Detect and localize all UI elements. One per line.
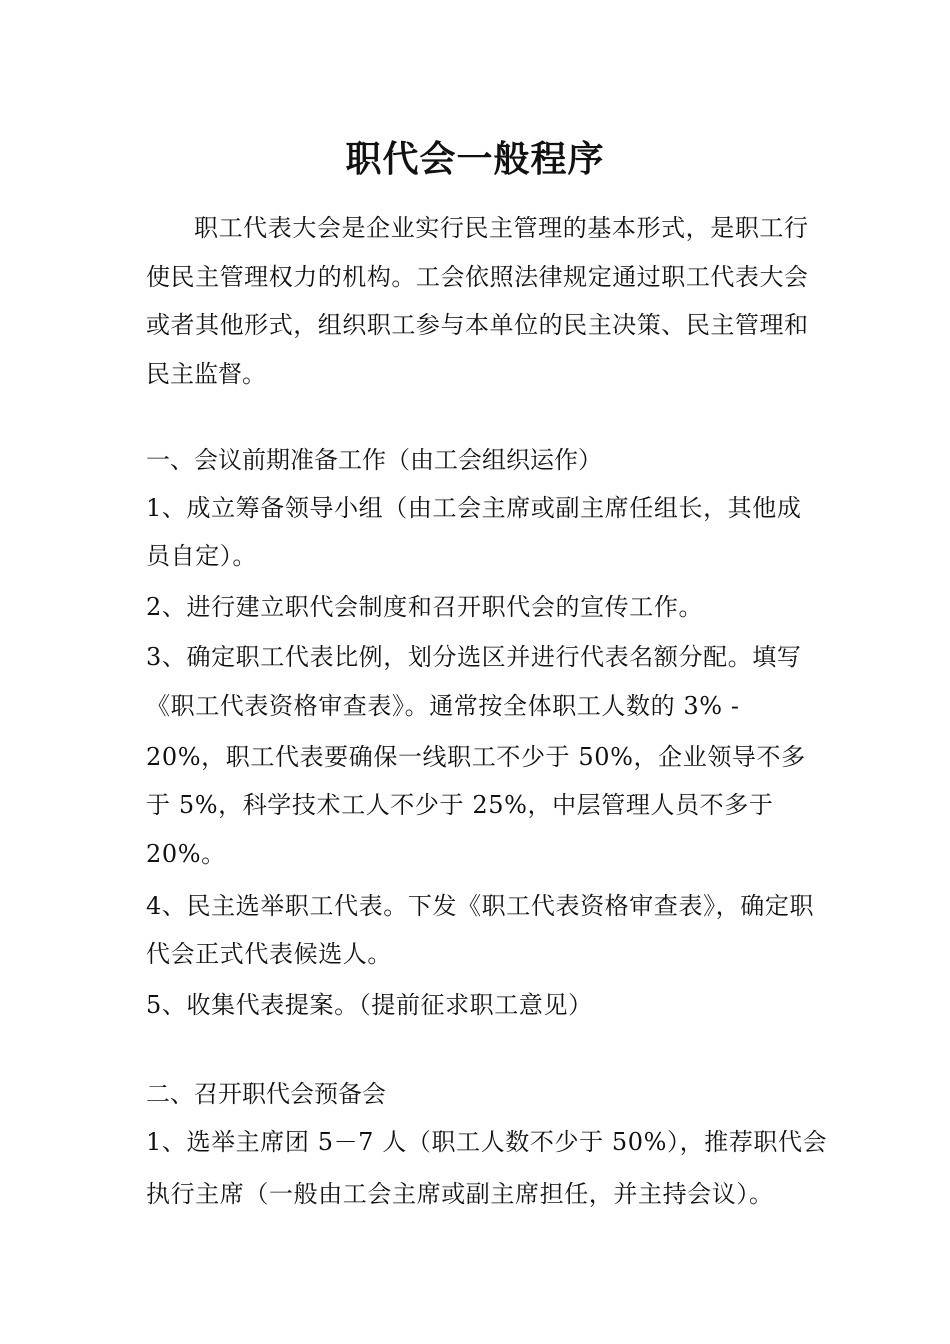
section-1-line: 代会正式代表候选人。 [146,940,392,968]
section-1-line: 2、进行建立职代会制度和召开职代会的宣传工作。 [146,593,704,621]
section-1-line: 4、民主选举职工代表。下发《职工代表资格审查表》，确定职 [146,892,815,920]
section-1-line: 5、收集代表提案。（提前征求职工意见） [146,991,593,1019]
section-1-line: 20%，职工代表要确保一线职工不少于 50%，企业领导不多 [146,743,806,771]
section-1-heading: 一、会议前期准备工作（由工会组织运作） [146,446,602,474]
section-1-line: 于 5%，科学技术工人不少于 25%，中层管理人员不多于 [146,791,774,819]
section-2-line: 1、选举主席团 5－7 人（职工人数不少于 50%），推荐职代会 [146,1128,828,1156]
section-2-line: 执行主席（一般由工会主席或副主席担任，并主持会议）。 [146,1180,774,1208]
section-1-line: 3、确定职工代表比例，划分选区并进行代表名额分配。填写 [146,643,802,671]
section-1-line: 20%。 [146,840,226,868]
section-1-line: 《职工代表资格审查表》。通常按全体职工人数的 3% - [146,692,740,720]
section-1-line: 1、成立筹备领导小组（由工会主席或副主席任组长，其他成 [146,494,802,522]
document-title: 职代会一般程序 [345,138,605,180]
section-1-line: 员自定）。 [146,542,257,570]
section-2-heading: 二、召开职代会预备会 [146,1080,386,1108]
intro-paragraph: 职工代表大会是企业实行民主管理的基本形式，是职工行使民主管理权力的机构。工会依照法律规定通过职工代表大会或者其他形式，组织职工参与本单位的民主决策、民主管理和民主监督。 [146,214,808,388]
